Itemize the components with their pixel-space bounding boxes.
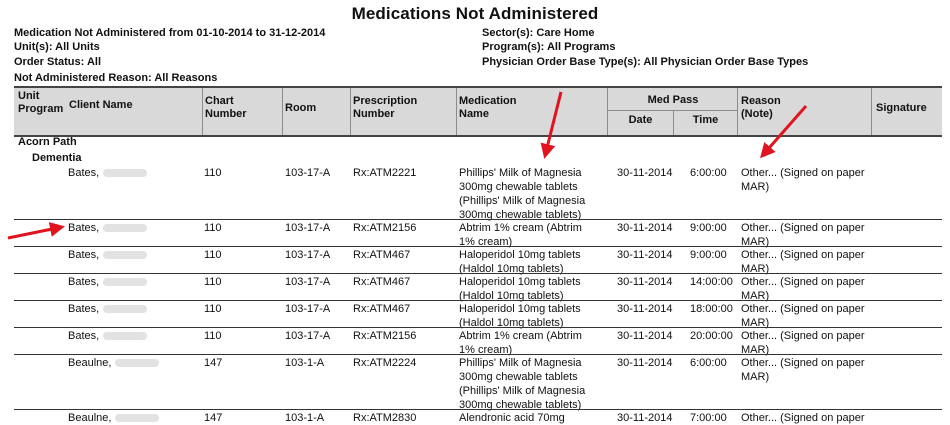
header-date: Date [628, 114, 653, 126]
med-pass-date: 30-11-2014 [617, 167, 673, 179]
med-pass-time: 9:00:00 [690, 249, 727, 261]
arrow-reason-note [762, 106, 806, 156]
chart-number: 110 [204, 276, 222, 288]
med-pass-date: 30-11-2014 [617, 330, 673, 342]
header-rx-number: Number [353, 108, 395, 120]
prescription-number: Rx:ATM2156 [353, 330, 417, 342]
filter-order-status: Order Status: All [14, 56, 101, 68]
filter-date-range: Medication Not Administered from 01-10-2014 to 31-12-2014 [14, 27, 326, 39]
chart-number: 110 [204, 222, 222, 234]
header-medication: Medication [459, 95, 517, 107]
medication-name: Haloperidol 10mg tablets (Haldol 10mg tablets) [459, 303, 581, 329]
arrow-client-row [8, 227, 62, 238]
header-client-name: Client Name [69, 99, 133, 111]
reason-note: Other... (Signed on paper MAR) [741, 249, 865, 275]
header-room: Room [285, 102, 317, 114]
header-reason: Reason [741, 95, 781, 107]
program-group-label: Dementia [32, 152, 82, 164]
header-time: Time [692, 114, 719, 126]
reason-note: Other... (Signed on paper MAR) [741, 303, 865, 329]
header-prescription: Prescription [353, 95, 418, 107]
reason-note: Other... (Signed on paper MAR) [741, 276, 865, 302]
reason-note: Other... (Signed on paper [741, 412, 865, 424]
med-pass-time: 14:00:00 [690, 276, 733, 288]
med-pass-time: 6:00:00 [690, 357, 727, 369]
arrow-medication-name [545, 92, 561, 156]
medication-name: Abtrim 1% cream (Abtrim 1% cream) [459, 222, 582, 248]
room: 103-17-A [285, 222, 331, 234]
header-med-pass: Med Pass [647, 94, 699, 106]
med-pass-time: 7:00:00 [690, 412, 727, 424]
medication-name: Haloperidol 10mg tablets (Haldol 10mg tablets) [459, 249, 581, 275]
prescription-number: Rx:ATM2156 [353, 222, 417, 234]
med-pass-time: 20:00:00 [690, 330, 733, 342]
chart-number: 110 [204, 330, 222, 342]
medication-name: Phillips' Milk of Magnesia 300mg chewable tablets (Phillips' Milk of Magnesia 300mg chewable tablets) [459, 167, 586, 221]
client-name: Bates, [68, 248, 147, 262]
prescription-number: Rx:ATM467 [353, 249, 411, 261]
filter-reason: Not Administered Reason: All Reasons [14, 72, 218, 84]
med-pass-date: 30-11-2014 [617, 222, 673, 234]
reason-note: Other... (Signed on paper MAR) [741, 330, 865, 356]
chart-number: 110 [204, 303, 222, 315]
header-note: (Note) [741, 108, 773, 120]
med-pass-time: 6:00:00 [690, 167, 727, 179]
med-pass-date: 30-11-2014 [617, 357, 673, 369]
med-pass-date: 30-11-2014 [617, 412, 673, 424]
header-unit: Unit [18, 90, 40, 102]
chart-number: 147 [204, 357, 223, 369]
reason-note: Other... (Signed on paper MAR) [741, 222, 865, 248]
med-pass-time: 18:00:00 [690, 303, 733, 315]
filter-units: Unit(s): All Units [14, 41, 100, 53]
header-program: Program [18, 103, 64, 115]
client-name: Bates, [68, 329, 147, 343]
prescription-number: Rx:ATM467 [353, 276, 411, 288]
room: 103-17-A [285, 167, 331, 179]
med-pass-date: 30-11-2014 [617, 303, 673, 315]
client-name: Bates, [68, 221, 147, 235]
medication-name: Abtrim 1% cream (Abtrim 1% cream) [459, 330, 582, 356]
header-med-name: Name [459, 108, 489, 120]
medication-name: Haloperidol 10mg tablets (Haldol 10mg tablets) [459, 276, 581, 302]
medication-name: Alendronic acid 70mg [459, 412, 565, 424]
filter-order-base: Physician Order Base Type(s): All Physician Order Base Types [482, 56, 809, 68]
header-signature: Signature [876, 102, 927, 114]
med-pass-date: 30-11-2014 [617, 276, 673, 288]
med-pass-time: 9:00:00 [690, 222, 727, 234]
prescription-number: Rx:ATM2830 [353, 412, 417, 424]
header-chart: Chart [205, 95, 234, 107]
room: 103-1-A [285, 357, 325, 369]
filter-programs: Program(s): All Programs [482, 41, 616, 53]
unit-group-label: Acorn Path [18, 136, 77, 148]
client-name: Beaulne, [68, 356, 159, 370]
chart-number: 147 [204, 412, 223, 424]
prescription-number: Rx:ATM2221 [353, 167, 417, 179]
room: 103-17-A [285, 303, 331, 315]
client-name: Bates, [68, 275, 147, 289]
report-title: Medications Not Administered [351, 4, 599, 23]
client-name: Bates, [68, 302, 147, 316]
room: 103-17-A [285, 330, 331, 342]
med-pass-date: 30-11-2014 [617, 249, 673, 261]
medication-name: Phillips' Milk of Magnesia 300mg chewable tablets (Phillips' Milk of Magnesia 300mg chewable tablets) [459, 357, 586, 411]
prescription-number: Rx:ATM2224 [353, 357, 417, 369]
prescription-number: Rx:ATM467 [353, 303, 411, 315]
room: 103-1-A [285, 412, 325, 424]
chart-number: 110 [204, 249, 222, 261]
chart-number: 110 [204, 167, 222, 179]
room: 103-17-A [285, 249, 331, 261]
header-number: Number [205, 108, 247, 120]
client-name: Bates, [68, 166, 147, 180]
room: 103-17-A [285, 276, 331, 288]
reason-note: Other... (Signed on paper MAR) [741, 357, 865, 383]
reason-note: Other... (Signed on paper MAR) [741, 167, 865, 193]
client-name: Beaulne, [68, 411, 159, 425]
filter-sector: Sector(s): Care Home [482, 27, 595, 39]
